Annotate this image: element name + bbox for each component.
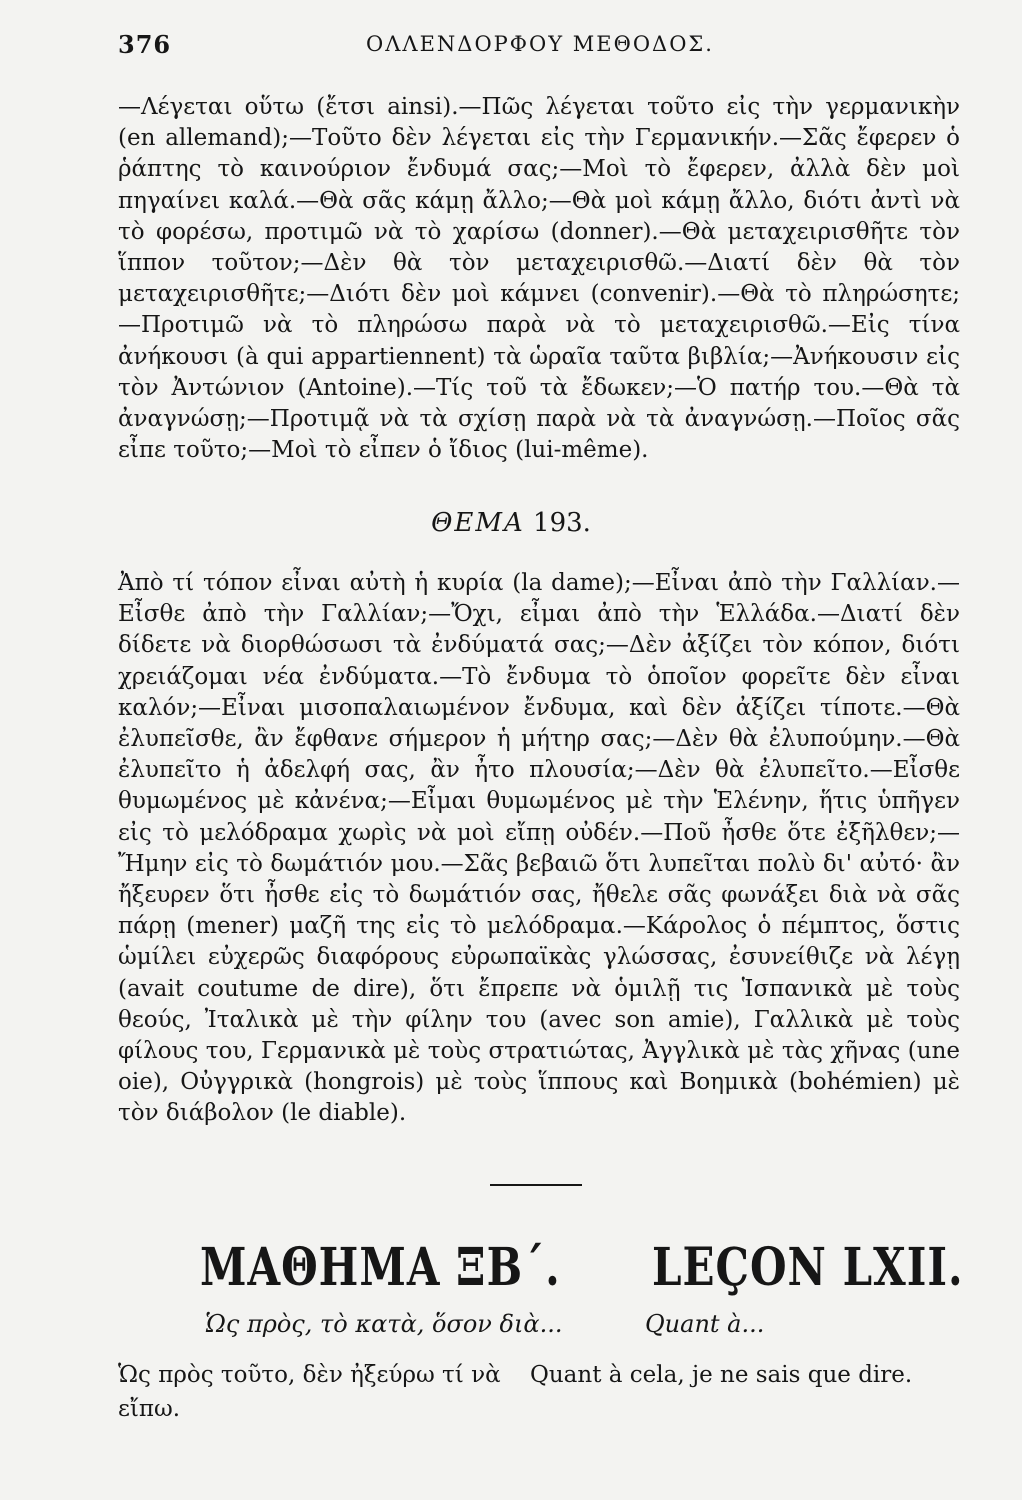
exercise-paragraph: —Λέγεται οὕτω (ἔτσι ainsi).—Πῶς λέγεται τοῦτο εἰς τὴν γερμανικὴν (en allemand);—Τοῦτο δὲν λέγεται εἰς τὴν Γερμανικήν.—Σᾶς ἔφερεν ὁ ῥάπτης τὸ καινούριον ἔνδυμά σας;—Μοὶ τὸ ἔφερεν, ἀλλὰ δὲν μοὶ πηγαίνει καλά.—Θὰ σᾶς κάμῃ ἄλλο;—Θὰ μοὶ κάμῃ ἄλλο, διότι ἀντὶ νὰ τὸ φορέσω, προτιμῶ νὰ τὸ χαρίσω (donner).—Θὰ μεταχειρισθῆτε τὸν ἵππον τοῦτον;—Δὲν θὰ τὸν μεταχειρισθῶ.—Διατί δὲν θὰ τὸν μεταχειρισθῆτε;—Διότι δὲν μοὶ κάμνει (convenir).—Θὰ τὸ πληρώσητε;—Προτιμῶ νὰ τὸ πληρώσω παρὰ νὰ τὸ μεταχειρισθῶ.—Εἰς τίνα ἀνήκουσι (à qui appartiennent) τὰ ὡραῖα ταῦτα βιβλία;—Ἀνήκουσιν εἰς τὸν Ἀντώνιον (Antoine).—Τίς τοῦ τὰ ἔδωκεν;—Ὁ πατήρ του.—Θὰ τὰ ἀναγνώσῃ;—Προτιμᾷ νὰ τὰ σχίσῃ παρὰ νὰ τὰ ἀναγνώσῃ.—Ποῖος σᾶς εἶπε τοῦτο;—Μοὶ τὸ εἶπεν ὁ ἴδιος (lui-même). — [118, 94, 960, 464]
running-head: ΟΛΛΕΝΔΟΡΦΟΥ ΜΕΘΟΔΟΣ. — [366, 32, 714, 56]
theme-heading — [0, 508, 1022, 538]
example-french: Quant à cela, je ne sais que dire. — [530, 1362, 913, 1388]
example-greek: Ὡς πρὸς τοῦτο, δὲν ἠξεύρω τί νὰ εἴπω. — [118, 1362, 501, 1422]
theme-label: ΘΕΜΑ — [431, 508, 525, 538]
section-divider — [490, 1184, 582, 1186]
lesson-subtitle-greek: Ὡς πρὸς, τὸ κατὰ, ὅσον διὰ... — [205, 1310, 563, 1338]
lesson-title-greek: ΜΑΘΗΜΑ ΞΒ΄. — [200, 1236, 561, 1298]
theme-paragraph: Ἀπὸ τί τόπον εἶναι αὐτὴ ἡ κυρία (la dame);—Εἶναι ἀπὸ τὴν Γαλλίαν.—Εἶσθε ἀπὸ τὴν Γαλλίαν;—Ὄχι, εἶμαι ἀπὸ τὴν Ἑλλάδα.—Διατί δὲν δίδετε νὰ διορθώσωσι τὰ ἐνδύματά σας;—Δὲν ἀξίζει τὸν κόπον, διότι χρειάζομαι νέα ἐνδύματα.—Τὸ ἔνδυμα τὸ ὁποῖον φορεῖτε δὲν εἶναι καλόν;—Εἶναι μισοπαλαιωμένον ἔνδυμα, καὶ δὲν ἀξίζει τίποτε.—Θὰ ἐλυπεῖσθε, ἂν ἔφθανε σήμερον ἡ μήτηρ σας;—Δὲν θὰ ἐλυπούμην.—Θὰ ἐλυπεῖτο ἡ ἀδελφή σας, ἂν ἦτο πλουσία;—Δὲν θὰ ἐλυπεῖτο.—Εἶσθε θυμωμένος μὲ κἀνένα;—Εἶμαι θυμωμένος μὲ τὴν Ἑλένην, ἥτις ὑπῆγεν εἰς τὸ μελόδραμα χωρὶς νὰ μοὶ εἴπῃ οὐδέν.—Ποῦ ἦσθε ὅτε ἐξῆλθεν;—Ἤμην εἰς τὸ δωμάτιόν μου.—Σᾶς βεβαιῶ ὅτι λυπεῖται πολὺ δι' αὐτό· ἂν ἤξευρεν ὅτι ἦσθε εἰς τὸ δωμάτιόν σας, ἤθελε σᾶς φωνάξει διὰ νὰ σᾶς πάρῃ (mener) μαζῆ της εἰς τὸ μελόδραμα.—Κάρολος ὁ πέμπτος, ὅστις ὡμίλει εὐχερῶς διαφόρους εὐρωπαϊκὰς γλώσσας, ἐσυνείθιζε νὰ λέγῃ (avait coutume de dire), ὅτι ἔπρεπε νὰ ὁμιλῇ τις Ἱσπανικὰ μὲ τοὺς θεούς, Ἰταλικὰ μὲ τὴν φίλην του (avec son amie), Γαλλικὰ μὲ τοὺς φίλους του, Γερμανικὰ μὲ τοὺς στρατιώτας, Ἀγγλικὰ μὲ τὰς χῆνας (une oie), Οὐγγρικὰ (hongrois) μὲ τοὺς ἵππους καὶ Βοημικὰ (bohémien) μὲ τὸν διάβολον (le diable). — [118, 570, 960, 1127]
lesson-title-french: LEÇON LXII. — [652, 1236, 964, 1298]
lesson-subtitle-french: Quant à... — [645, 1310, 765, 1338]
page-number: 376 — [118, 30, 172, 59]
page-header — [118, 30, 962, 64]
theme-number: 193. — [533, 508, 591, 538]
